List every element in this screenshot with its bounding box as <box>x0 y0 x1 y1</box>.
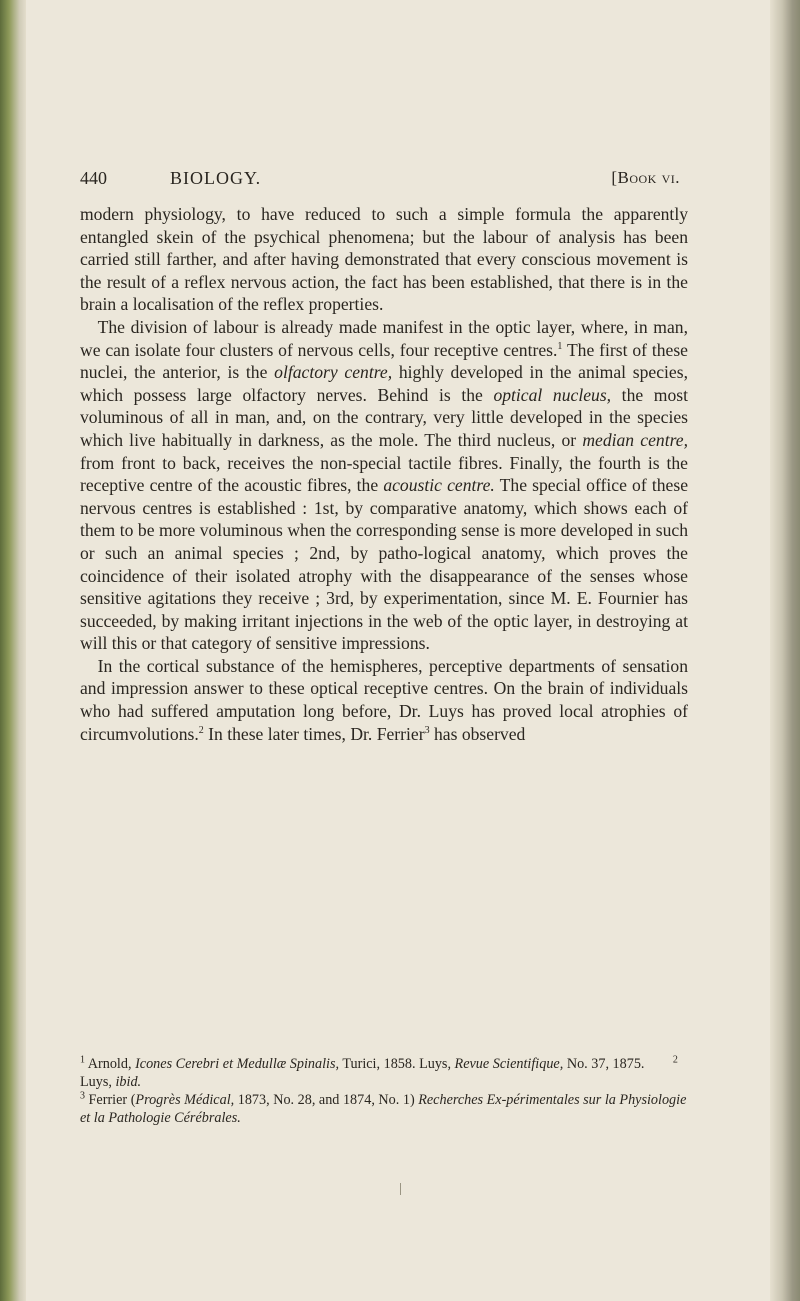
footnote-mark: 1 <box>80 1054 85 1066</box>
term-optical-nucleus: optical nucleus, <box>493 384 612 405</box>
running-title: BIOLOGY. <box>170 168 262 188</box>
book-marker: [Book vi. <box>611 168 680 187</box>
citation-title: Icones Cerebri et Medullæ Spinalis, <box>135 1056 340 1072</box>
footnote-ref-1: 1 <box>557 340 563 352</box>
text-run: In these later times, Dr. Ferrier <box>203 723 425 744</box>
text-run: Arnold, <box>85 1056 136 1072</box>
text-run: from front to back, receives the non-special tactile fibres. Finally, the fourth is the receptive centre of the acoustic fibres, the <box>80 452 688 496</box>
paragraph-optic-layer <box>80 316 688 655</box>
citation-title: Revue Scientifique, <box>454 1056 564 1072</box>
citation-title: Recherches Ex-périmentales sur la Physiologie et la Pathologie Cérébrales. <box>80 1092 687 1126</box>
term-median-centre: median centre, <box>582 429 688 450</box>
text-run: Ferrier ( <box>85 1092 136 1108</box>
footnotes <box>80 1055 688 1127</box>
text-run: Luys, <box>80 1074 116 1090</box>
footnote-mark: 3 <box>80 1090 85 1102</box>
citation-ibid: ibid. <box>115 1074 142 1090</box>
footnote-3 <box>80 1091 688 1127</box>
running-header <box>80 168 680 194</box>
text-run: highly developed in the animal species, which possess large olfactory nerves. Behind is the <box>80 362 688 405</box>
footnote-ref-3: 3 <box>424 724 430 736</box>
term-olfactory-centre: olfactory centre, <box>274 362 393 383</box>
scan-right-edge <box>770 0 800 1301</box>
text-run: the most voluminous of all in man, and, on the contrary, very little developed in the species which live habitually in darkness, as the mole. The third nucleus, or <box>80 384 689 450</box>
scan-speck <box>400 1183 401 1195</box>
text-run: No. 37, 1875. <box>563 1056 645 1072</box>
footnote-ref-2: 2 <box>198 724 204 736</box>
paragraph-continued: modern physiology, to have reduced to such a simple formula the apparently entangled skein of the psychical phenomena; but the labour of analysis has been carried still farther, and after having demonstrated that every conscious movement is the result of a reflex nervous action, the fact has been established, that there is in the brain a localisation of the reflex properties. <box>80 204 688 315</box>
paragraph-cortical-substance <box>80 655 688 745</box>
page-number: 440 <box>80 168 107 188</box>
text-run: The special office of these nervous centres is established : 1st, by comparative anatomy, which shows each of them to be more voluminous when the corresponding sense is more developed in such or such an animal species ; 2nd, by patho-logical anatomy, which proves the coincidence of their isolated atrophy with the disappearance of the senses whose sensitive agitations they receive ; 3rd, by experimentation, since M. E. Fournier has succeeded, by making irritant injections in the web of the optic layer, in destroying at will this or that category of sensitive impressions. <box>80 475 689 654</box>
term-acoustic-centre: acoustic centre. <box>383 475 495 496</box>
text-run: The first of these nuclei, the anterior, is the <box>80 339 688 383</box>
text-run: In the cortical substance of the hemispheres, perceptive departments of sensation and impression answer to these optical receptive centres. On the brain of individuals who had suffered amputation long before, Dr. Luys has proved local atrophies of circumvolutions. <box>80 655 688 744</box>
text-run: 1873, No. 28, and 1874, No. 1) <box>234 1092 419 1108</box>
footnote-1 <box>80 1055 688 1091</box>
text-run: The division of labour is already made manifest in the optic layer, where, in man, we can isolate four clusters of nervous cells, four receptive centres. <box>80 316 688 360</box>
text-run: Turici, 1858. Luys, <box>339 1056 455 1072</box>
body-text <box>80 203 688 745</box>
citation-title: Progrès Médical, <box>135 1092 235 1108</box>
footnote-mark: 2 <box>672 1054 678 1066</box>
text-run: has observed <box>429 723 526 744</box>
scan-left-edge <box>0 0 26 1301</box>
